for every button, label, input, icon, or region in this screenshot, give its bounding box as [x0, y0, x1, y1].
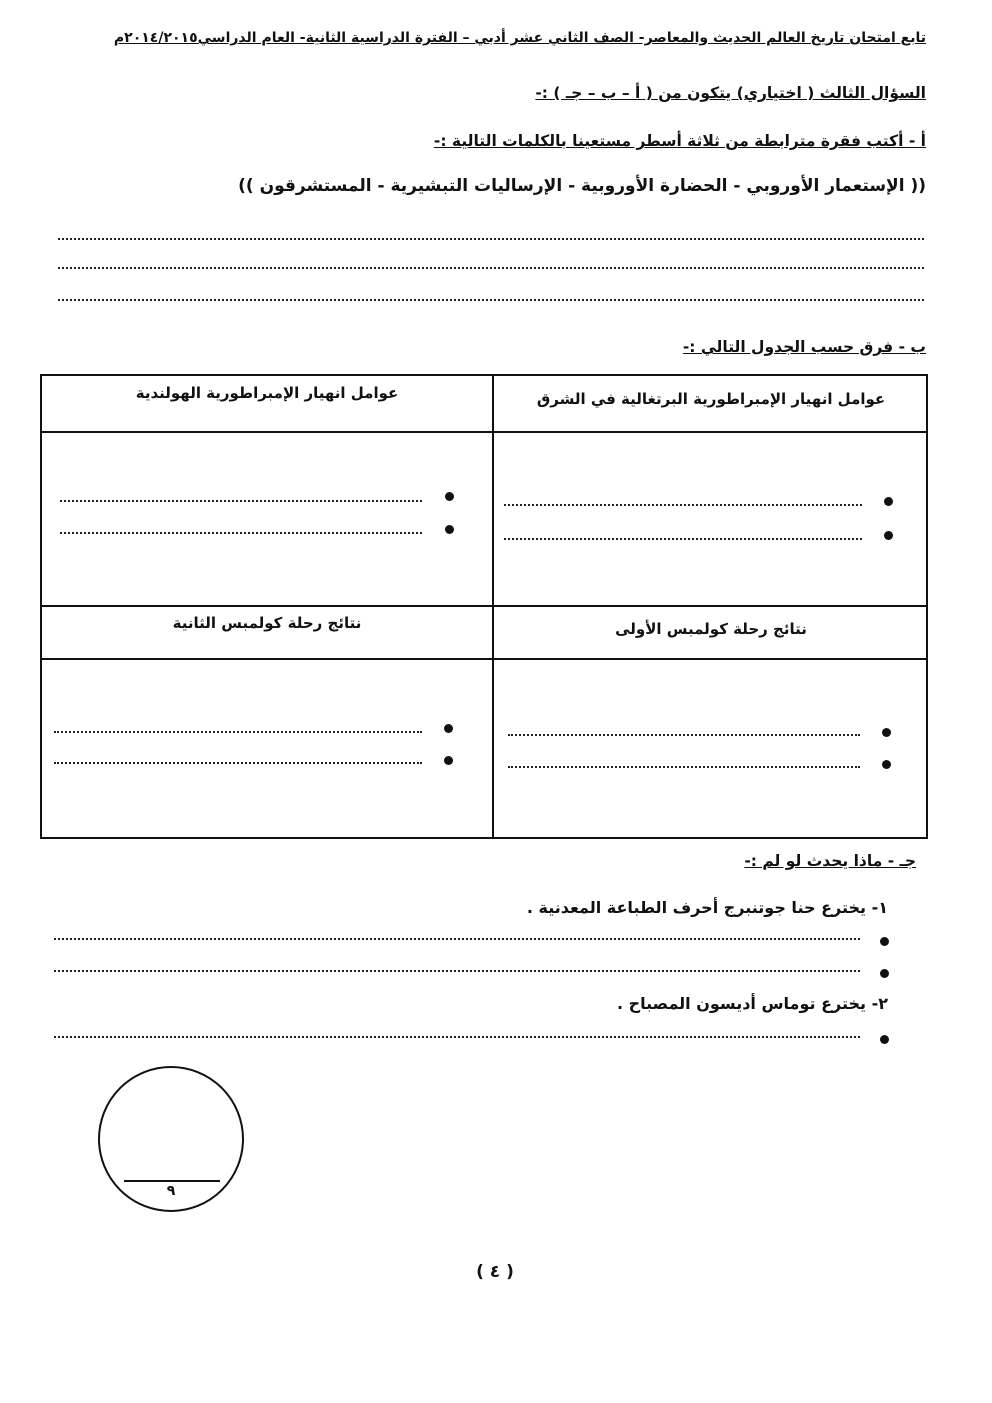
answer-line[interactable]: [508, 766, 860, 768]
table-divider: [42, 605, 926, 607]
table-header-portuguese: عوامل انهيار الإمبراطورية البرتغالية في الشرق: [536, 390, 886, 408]
bullet-icon: [880, 1035, 889, 1044]
answer-line[interactable]: [54, 938, 860, 940]
grade-box: [98, 1066, 244, 1212]
bullet-icon: [882, 760, 891, 769]
answer-line[interactable]: [60, 500, 422, 502]
answer-line[interactable]: [504, 538, 862, 540]
grade-total: ٩: [166, 1183, 176, 1199]
comparison-table: [40, 374, 928, 839]
exam-header: تابع امتحان تاريخ العالم الحديث والمعاصر- الصف الثاني عشر أدبي – الفترة الدراسية الثانية- العام الدراسي٢٠١٤/٢٠١٥م: [113, 30, 926, 46]
bullet-icon: [444, 724, 453, 733]
answer-line[interactable]: [54, 731, 422, 733]
table-header-columbus-first: نتائج رحلة كولمبس الأولى: [615, 620, 807, 638]
part-a-title: أ - أكتب فقرة مترابطة من ثلاثة أسطر مستعينا بالكلمات التالية :-: [433, 132, 926, 150]
bullet-icon: [884, 531, 893, 540]
bullet-icon: [445, 525, 454, 534]
bullet-icon: [444, 756, 453, 765]
answer-line[interactable]: [58, 299, 924, 301]
answer-line[interactable]: [504, 504, 862, 506]
table-divider: [42, 658, 926, 660]
part-b-title: ب - فرق حسب الجدول التالي :-: [682, 338, 926, 356]
answer-line[interactable]: [54, 762, 422, 764]
bullet-icon: [884, 497, 893, 506]
bullet-icon: [445, 492, 454, 501]
bullet-icon: [880, 969, 889, 978]
question-3-title: السؤال الثالث ( اختياري) يتكون من ( أ – ب – جـ ) :-: [535, 84, 926, 102]
part-c-item-1: ١- يخترع حنا جوتنبرج أحرف الطباعة المعدنية .: [526, 898, 888, 917]
part-c-title: جـ - ماذا يحدث لو لم :-: [744, 852, 916, 870]
answer-line[interactable]: [58, 238, 924, 240]
grade-fraction-line: [124, 1180, 220, 1182]
answer-line[interactable]: [60, 532, 422, 534]
part-c-item-2: ٢- يخترع توماس أديسون المصباح .: [616, 994, 888, 1013]
table-divider: [42, 431, 926, 433]
table-header-dutch: عوامل انهيار الإمبراطورية الهولندية: [135, 384, 399, 402]
answer-line[interactable]: [54, 970, 860, 972]
bullet-icon: [882, 728, 891, 737]
bullet-icon: [880, 937, 889, 946]
table-header-columbus-second: نتائج رحلة كولمبس الثانية: [172, 614, 362, 632]
answer-line[interactable]: [58, 267, 924, 269]
page-number: ( ٤ ): [476, 1262, 514, 1282]
answer-line[interactable]: [508, 734, 860, 736]
answer-line[interactable]: [54, 1036, 860, 1038]
part-a-keywords: (( الإستعمار الأوروبي - الحضارة الأوروبية - الإرساليات التبشيرية - المستشرقون )): [238, 176, 926, 196]
